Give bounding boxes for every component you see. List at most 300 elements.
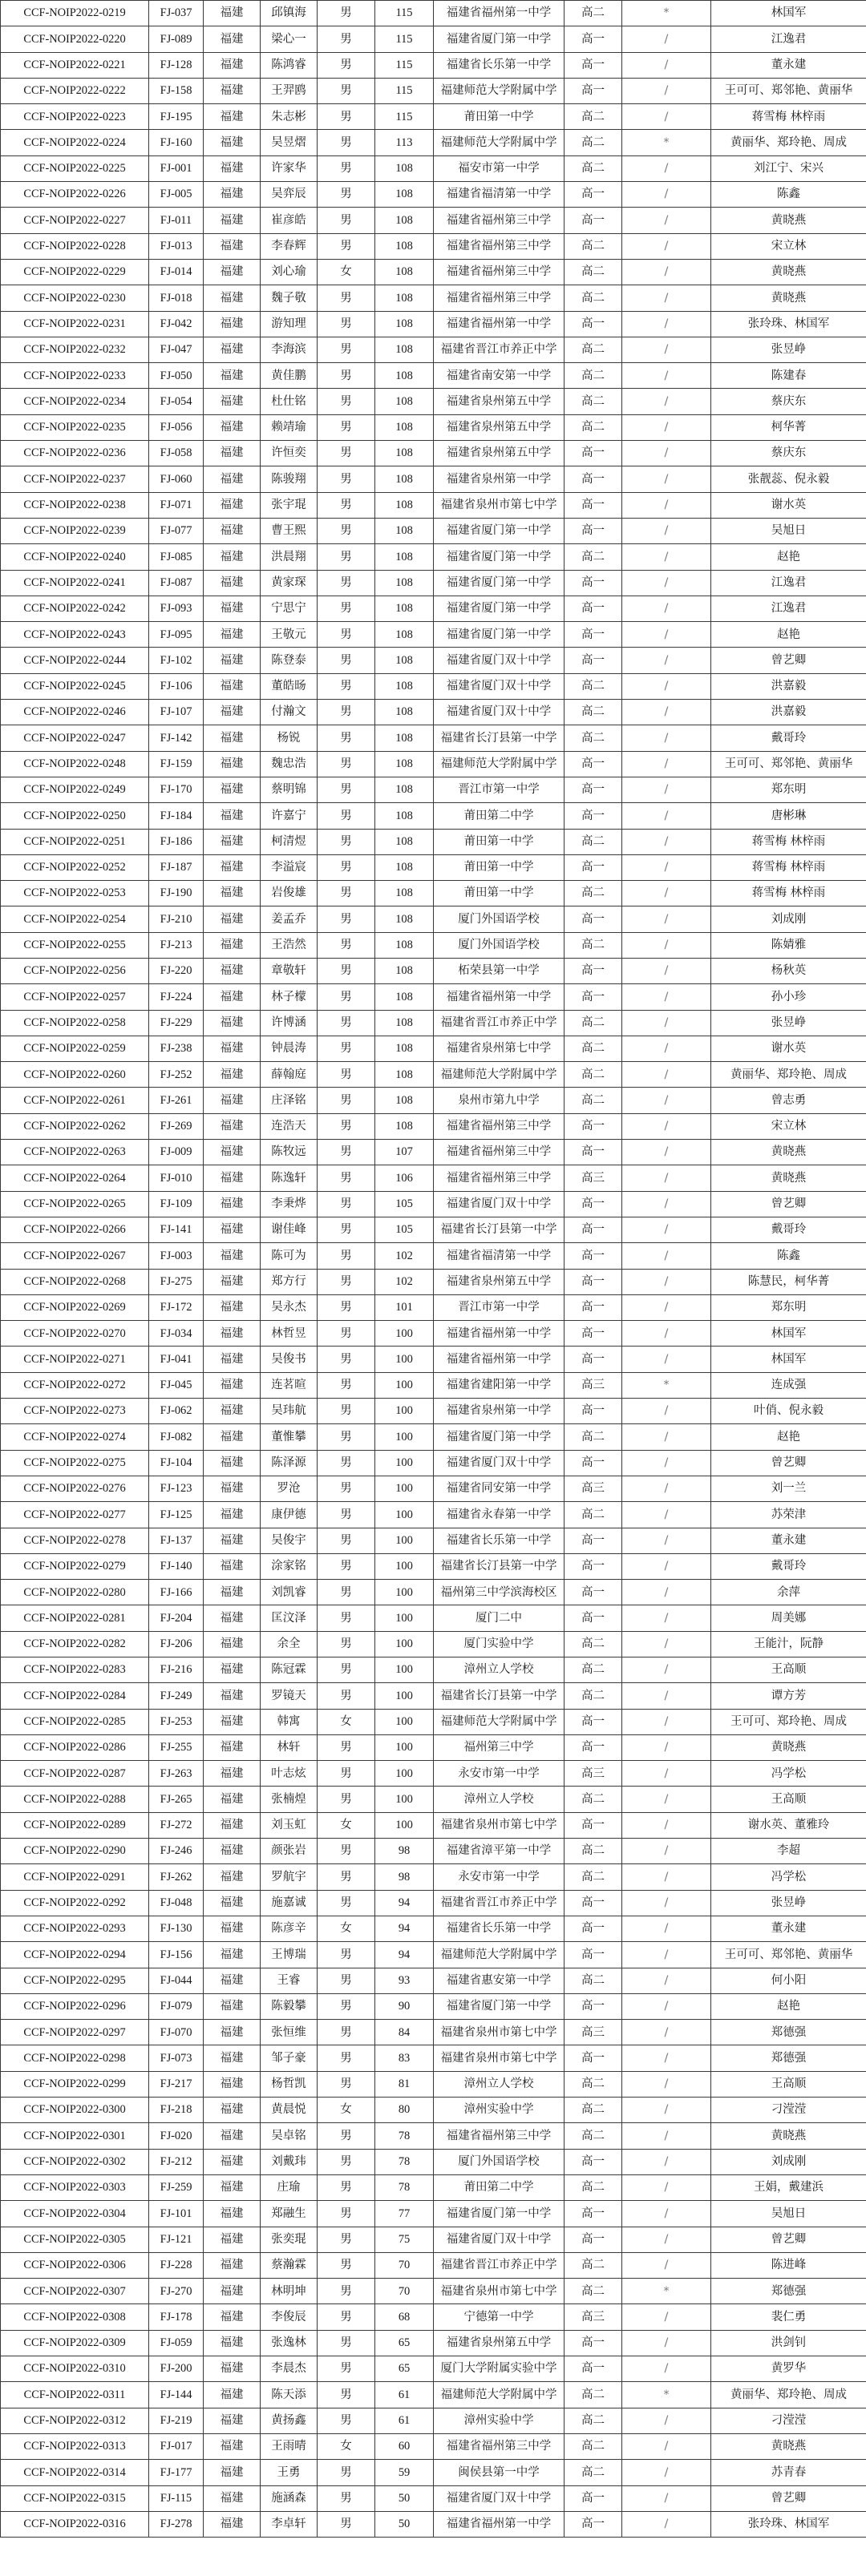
award-id-cell: CCF-NOIP2022-0225 [1,155,149,181]
coach-cell: 王可可、郑邻艳、黄丽华 [711,78,866,103]
province-cell: 福建 [204,26,261,52]
school-cell: 福建省福州第一中学 [434,984,565,1010]
gender-cell: 男 [318,1321,375,1347]
name-cell: 蔡明锦 [261,777,318,802]
mark-cell: / [622,2252,711,2278]
score-cell: 84 [375,2020,434,2045]
school-cell: 福建师范大学附属中学 [434,751,565,777]
award-id-cell: CCF-NOIP2022-0221 [1,52,149,78]
name-cell: 陈天添 [261,2382,318,2408]
table-row [1,2020,866,2045]
score-cell: 98 [375,1839,434,1864]
gender-cell: 男 [318,829,375,854]
mark-cell: / [622,1140,711,1165]
score-cell: 108 [375,414,434,440]
gender-cell: 女 [318,259,375,285]
gender-cell: 男 [318,52,375,78]
school-cell: 福建省长汀县第一中学 [434,1553,565,1579]
gender-cell: 男 [318,389,375,414]
score-cell: 108 [375,259,434,285]
exam-id-cell: FJ-115 [149,2485,204,2511]
exam-id-cell: FJ-270 [149,2279,204,2304]
table-row [1,958,866,983]
table-row [1,233,866,259]
table-row [1,1321,866,1347]
table-row [1,492,866,518]
exam-id-cell: FJ-200 [149,2356,204,2382]
table-row [1,1062,866,1088]
award-id-cell: CCF-NOIP2022-0297 [1,2020,149,2045]
mark-cell: / [622,26,711,52]
school-cell: 福建省福州第一中学 [434,2511,565,2537]
coach-cell: 黄晓燕 [711,1165,866,1191]
grade-cell: 高一 [565,2511,622,2537]
name-cell: 邹子豪 [261,2045,318,2071]
score-cell: 108 [375,984,434,1010]
grade-cell: 高二 [565,2098,622,2123]
name-cell: 洪晨翔 [261,544,318,570]
province-cell: 福建 [204,2201,261,2227]
award-id-cell: CCF-NOIP2022-0231 [1,311,149,337]
mark-cell: / [622,285,711,311]
award-id-cell: CCF-NOIP2022-0310 [1,2356,149,2382]
grade-cell: 高二 [565,285,622,311]
score-cell: 115 [375,52,434,78]
province-cell: 福建 [204,1347,261,1372]
exam-id-cell: FJ-104 [149,1450,204,1476]
name-cell: 梁心一 [261,26,318,52]
school-cell: 福建省泉州市第七中学 [434,1812,565,1838]
gender-cell: 男 [318,777,375,802]
mark-cell: / [622,259,711,285]
coach-cell: 黄丽华、郑玲艳、周成 [711,1062,866,1088]
school-cell: 福建省晋江市养正中学 [434,1890,565,1916]
coach-cell: 董永建 [711,52,866,78]
name-cell: 朱志彬 [261,104,318,130]
gender-cell: 男 [318,2460,375,2485]
coach-cell: 王可可、郑邻艳、黄丽华 [711,1942,866,1968]
school-cell: 莆田第一中学 [434,854,565,880]
coach-cell: 陈建春 [711,363,866,389]
gender-cell: 男 [318,1605,375,1631]
school-cell: 福建省长乐第一中学 [434,52,565,78]
award-id-cell: CCF-NOIP2022-0306 [1,2252,149,2278]
grade-cell: 高一 [565,2330,622,2356]
grade-cell: 高二 [565,2408,622,2433]
exam-id-cell: FJ-228 [149,2252,204,2278]
school-cell: 福建省泉州市第七中学 [434,2279,565,2304]
province-cell: 福建 [204,1062,261,1088]
gender-cell: 男 [318,648,375,673]
school-cell: 福建省厦门第一中学 [434,622,565,648]
score-cell: 94 [375,1890,434,1916]
table-row [1,1890,866,1916]
exam-id-cell: FJ-137 [149,1528,204,1553]
province-cell: 福建 [204,1605,261,1631]
table-row [1,1372,866,1398]
name-cell: 陈泽源 [261,1450,318,1476]
coach-cell: 黄罗华 [711,2356,866,2382]
mark-cell: / [622,1968,711,1993]
school-cell: 柘荣县第一中学 [434,958,565,983]
name-cell: 匡汶泽 [261,1605,318,1631]
province-cell: 福建 [204,2071,261,2097]
exam-id-cell: FJ-013 [149,233,204,259]
table-row [1,854,866,880]
name-cell: 刘心瑜 [261,259,318,285]
table-row [1,2279,866,2304]
name-cell: 林轩 [261,1734,318,1760]
province-cell: 福建 [204,2252,261,2278]
grade-cell: 高二 [565,1631,622,1657]
name-cell: 张宇琨 [261,492,318,518]
score-cell: 68 [375,2304,434,2330]
exam-id-cell: FJ-062 [149,1399,204,1424]
score-cell: 100 [375,1553,434,1579]
mark-cell: / [622,2020,711,2045]
gender-cell: 男 [318,1476,375,1501]
name-cell: 涂家铭 [261,1553,318,1579]
exam-id-cell: FJ-123 [149,1476,204,1501]
mark-cell: / [622,1269,711,1294]
gender-cell: 男 [318,1761,375,1787]
award-id-cell: CCF-NOIP2022-0292 [1,1890,149,1916]
name-cell: 施嘉诚 [261,1890,318,1916]
mark-cell: / [622,518,711,543]
grade-cell: 高一 [565,1553,622,1579]
exam-id-cell: FJ-229 [149,1010,204,1036]
school-cell: 福建省福州第三中学 [434,208,565,233]
mark-cell: / [622,1657,711,1683]
award-id-cell: CCF-NOIP2022-0263 [1,1140,149,1165]
coach-cell: 王高顺 [711,1657,866,1683]
gender-cell: 男 [318,2279,375,2304]
grade-cell: 高一 [565,208,622,233]
table-row [1,1113,866,1139]
award-id-cell: CCF-NOIP2022-0309 [1,2330,149,2356]
grade-cell: 高一 [565,777,622,802]
gender-cell: 男 [318,1683,375,1709]
grade-cell: 高一 [565,1605,622,1631]
award-id-cell: CCF-NOIP2022-0280 [1,1580,149,1605]
award-id-cell: CCF-NOIP2022-0314 [1,2460,149,2485]
name-cell: 许博涵 [261,1010,318,1036]
province-cell: 福建 [204,389,261,414]
name-cell: 谢佳峰 [261,1217,318,1242]
score-cell: 108 [375,803,434,829]
name-cell: 崔彦皓 [261,208,318,233]
school-cell: 厦门外国语学校 [434,932,565,958]
table-row [1,2227,866,2252]
school-cell: 福建省福州第一中学 [434,311,565,337]
school-cell: 福建师范大学附属中学 [434,2382,565,2408]
school-cell: 福建省惠安第一中学 [434,1968,565,1993]
coach-cell: 蒋雪梅 林梓雨 [711,829,866,854]
exam-id-cell: FJ-259 [149,2174,204,2200]
province-cell: 福建 [204,1812,261,1838]
school-cell: 福建省厦门双十中学 [434,1191,565,1217]
mark-cell: / [622,155,711,181]
gender-cell: 男 [318,1113,375,1139]
table-row [1,208,866,233]
mark-cell: / [622,700,711,725]
gender-cell: 男 [318,1062,375,1088]
name-cell: 张恒维 [261,2020,318,2045]
province-cell: 福建 [204,363,261,389]
coach-cell: 曾艺卿 [711,1191,866,1217]
name-cell: 黄晨悦 [261,2098,318,2123]
grade-cell: 高一 [565,622,622,648]
award-id-cell: CCF-NOIP2022-0260 [1,1062,149,1088]
gender-cell: 男 [318,1424,375,1450]
province-cell: 福建 [204,1993,261,2019]
gender-cell: 男 [318,622,375,648]
gender-cell: 男 [318,2045,375,2071]
grade-cell: 高二 [565,1502,622,1528]
award-id-cell: CCF-NOIP2022-0254 [1,906,149,932]
school-cell: 福建省福州第三中学 [434,2433,565,2459]
mark-cell: / [622,1839,711,1864]
mark-cell: / [622,570,711,596]
name-cell: 邱镇海 [261,1,318,26]
province-cell: 福建 [204,1580,261,1605]
coach-cell: 刁滢滢 [711,2408,866,2433]
province-cell: 福建 [204,1372,261,1398]
award-id-cell: CCF-NOIP2022-0313 [1,2433,149,2459]
score-cell: 108 [375,751,434,777]
mark-cell: / [622,2433,711,2459]
award-id-cell: CCF-NOIP2022-0279 [1,1553,149,1579]
mark-cell: / [622,389,711,414]
school-cell: 漳州立人学校 [434,1787,565,1812]
province-cell: 福建 [204,673,261,699]
score-cell: 108 [375,648,434,673]
score-cell: 108 [375,570,434,596]
school-cell: 福建省泉州第五中学 [434,2330,565,2356]
award-id-cell: CCF-NOIP2022-0261 [1,1088,149,1113]
name-cell: 余全 [261,1631,318,1657]
exam-id-cell: FJ-156 [149,1942,204,1968]
coach-cell: 刘一兰 [711,1476,866,1501]
award-id-cell: CCF-NOIP2022-0296 [1,1993,149,2019]
coach-cell: 洪嘉毅 [711,673,866,699]
province-cell: 福建 [204,466,261,492]
school-cell: 福州第三中学 [434,1734,565,1760]
exam-id-cell: FJ-017 [149,2433,204,2459]
table-row [1,1553,866,1579]
school-cell: 莆田第二中学 [434,803,565,829]
coach-cell: 曾艺卿 [711,2485,866,2511]
province-cell: 福建 [204,2174,261,2200]
award-id-cell: CCF-NOIP2022-0246 [1,700,149,725]
gender-cell: 男 [318,104,375,130]
mark-cell: / [622,854,711,880]
table-row [1,2123,866,2149]
name-cell: 庄瑜 [261,2174,318,2200]
grade-cell: 高二 [565,1683,622,1709]
table-row [1,155,866,181]
exam-id-cell: FJ-252 [149,1062,204,1088]
gender-cell: 男 [318,2149,375,2174]
table-row [1,829,866,854]
grade-cell: 高一 [565,2201,622,2227]
exam-id-cell: FJ-218 [149,2098,204,2123]
school-cell: 永安市第一中学 [434,1864,565,1890]
award-id-cell: CCF-NOIP2022-0264 [1,1165,149,1191]
table-row [1,2356,866,2382]
award-id-cell: CCF-NOIP2022-0282 [1,1631,149,1657]
grade-cell: 高一 [565,441,622,466]
table-row [1,1839,866,1864]
province-cell: 福建 [204,1269,261,1294]
score-cell: 108 [375,854,434,880]
award-id-cell: CCF-NOIP2022-0228 [1,233,149,259]
grade-cell: 高一 [565,1709,622,1734]
mark-cell: / [622,2460,711,2485]
name-cell: 蔡瀚霖 [261,2252,318,2278]
score-cell: 70 [375,2279,434,2304]
mark-cell: / [622,544,711,570]
coach-cell: 黄丽华、郑玲艳、周成 [711,2382,866,2408]
gender-cell: 男 [318,1502,375,1528]
gender-cell: 男 [318,311,375,337]
table-row [1,751,866,777]
gender-cell: 男 [318,1787,375,1812]
mark-cell: / [622,78,711,103]
grade-cell: 高三 [565,1372,622,1398]
school-cell: 厦门二中 [434,1605,565,1631]
score-cell: 108 [375,208,434,233]
name-cell: 陈毅攀 [261,1993,318,2019]
exam-id-cell: FJ-177 [149,2460,204,2485]
grade-cell: 高二 [565,2071,622,2097]
province-cell: 福建 [204,751,261,777]
exam-id-cell: FJ-144 [149,2382,204,2408]
gender-cell: 男 [318,751,375,777]
table-row [1,1,866,26]
mark-cell: / [622,1036,711,1061]
table-row [1,544,866,570]
award-id-cell: CCF-NOIP2022-0272 [1,1372,149,1398]
exam-id-cell: FJ-093 [149,596,204,621]
mark-cell: / [622,829,711,854]
score-cell: 78 [375,2123,434,2149]
table-row [1,2071,866,2097]
table-row [1,1968,866,1993]
name-cell: 陈可为 [261,1243,318,1269]
school-cell: 福建省福州第三中学 [434,1113,565,1139]
mark-cell: / [622,1217,711,1242]
coach-cell: 连成强 [711,1372,866,1398]
name-cell: 许恒奕 [261,441,318,466]
exam-id-cell: FJ-204 [149,1605,204,1631]
grade-cell: 高二 [565,363,622,389]
coach-cell: 刁滢滢 [711,2098,866,2123]
exam-id-cell: FJ-262 [149,1864,204,1890]
award-id-cell: CCF-NOIP2022-0276 [1,1476,149,1501]
coach-cell: 黄晓燕 [711,2123,866,2149]
score-cell: 100 [375,1812,434,1838]
province-cell: 福建 [204,1140,261,1165]
table-row [1,2330,866,2356]
gender-cell: 男 [318,906,375,932]
gender-cell: 男 [318,854,375,880]
grade-cell: 高三 [565,1165,622,1191]
school-cell: 福安市第一中学 [434,155,565,181]
grade-cell: 高二 [565,414,622,440]
exam-id-cell: FJ-082 [149,1424,204,1450]
school-cell: 晋江市第一中学 [434,1294,565,1320]
name-cell: 游知理 [261,311,318,337]
province-cell: 福建 [204,1036,261,1061]
province-cell: 福建 [204,2330,261,2356]
exam-id-cell: FJ-059 [149,2330,204,2356]
exam-id-cell: FJ-042 [149,311,204,337]
grade-cell: 高一 [565,1140,622,1165]
grade-cell: 高二 [565,1839,622,1864]
gender-cell: 男 [318,1580,375,1605]
mark-cell: / [622,2485,711,2511]
school-cell: 福建省厦门第一中学 [434,1993,565,2019]
award-id-cell: CCF-NOIP2022-0305 [1,2227,149,2252]
grade-cell: 高一 [565,1734,622,1760]
grade-cell: 高一 [565,958,622,983]
mark-cell: * [622,2382,711,2408]
mark-cell: / [622,777,711,802]
grade-cell: 高二 [565,829,622,854]
name-cell: 陈鸿睿 [261,52,318,78]
exam-id-cell: FJ-166 [149,1580,204,1605]
grade-cell: 高二 [565,1088,622,1113]
gender-cell: 男 [318,233,375,259]
score-cell: 90 [375,1993,434,2019]
score-cell: 100 [375,1787,434,1812]
mark-cell: / [622,596,711,621]
coach-cell: 余萍 [711,1580,866,1605]
school-cell: 莆田第一中学 [434,829,565,854]
province-cell: 福建 [204,854,261,880]
coach-cell: 曾志勇 [711,1088,866,1113]
table-row [1,777,866,802]
gender-cell: 男 [318,466,375,492]
gender-cell: 男 [318,1631,375,1657]
score-cell: 100 [375,1450,434,1476]
school-cell: 福建省福州第三中学 [434,1165,565,1191]
coach-cell: 张玲珠、林国军 [711,2511,866,2537]
name-cell: 李溢宸 [261,854,318,880]
gender-cell: 男 [318,1269,375,1294]
award-id-cell: CCF-NOIP2022-0285 [1,1709,149,1734]
coach-cell: 王能汁，阮静 [711,1631,866,1657]
name-cell: 张楠煌 [261,1787,318,1812]
table-row [1,1580,866,1605]
table-row [1,570,866,596]
score-cell: 100 [375,1321,434,1347]
score-cell: 108 [375,958,434,983]
exam-id-cell: FJ-045 [149,1372,204,1398]
award-id-cell: CCF-NOIP2022-0294 [1,1942,149,1968]
exam-id-cell: FJ-158 [149,78,204,103]
award-id-cell: CCF-NOIP2022-0235 [1,414,149,440]
table-row [1,2433,866,2459]
gender-cell: 男 [318,1243,375,1269]
mark-cell: / [622,337,711,362]
grade-cell: 高一 [565,182,622,208]
grade-cell: 高二 [565,673,622,699]
grade-cell: 高一 [565,854,622,880]
province-cell: 福建 [204,2485,261,2511]
name-cell: 连茗暄 [261,1372,318,1398]
